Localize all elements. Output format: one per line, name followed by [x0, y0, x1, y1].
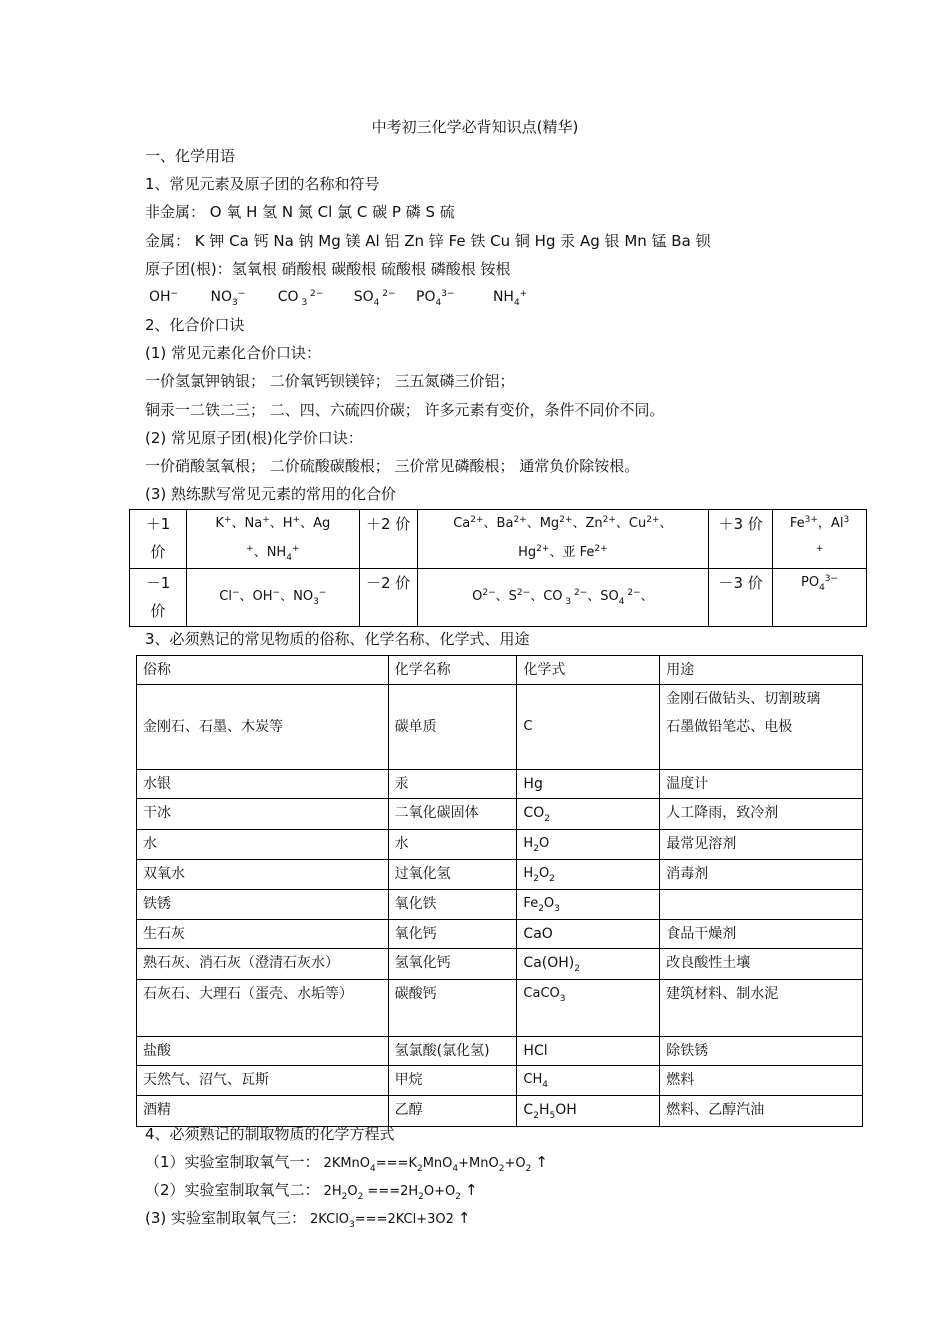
cell-use: 改良酸性土壤	[660, 949, 863, 980]
valence-rhyme-line-2: 铜汞一二铁二三； 二、四、六硫四价碳； 许多元素有变价，条件不同价不同。	[145, 401, 665, 419]
cell-formula: $CH_4$	[517, 1066, 660, 1096]
cell-formula: $H_2O$	[517, 830, 660, 860]
equation-3-label: (3) 实验室制取氧气三：	[145, 1209, 307, 1227]
cell-name: 氢氯酸(氯化氢)	[388, 1037, 517, 1066]
cell-common: 干冰	[137, 799, 389, 830]
cell-common: 酒精	[137, 1096, 389, 1127]
table-row	[137, 860, 863, 890]
equation-3-tail: ===2KCl+3O2	[354, 1212, 454, 1227]
table-row	[137, 685, 863, 770]
cell-common: 熟石灰、消石灰（澄清石灰水）	[137, 949, 389, 980]
subsection-heading-1-4: 4、必须熟记的制取物质的化学方程式	[145, 1125, 395, 1143]
cell-common: 双氧水	[137, 860, 389, 890]
cell-use	[660, 890, 863, 920]
valence-plus-1-ions: K+、Na+、H+、Ag +、$NH_4^+$	[186, 510, 359, 569]
cell-formula: CaCO$_3$	[517, 980, 660, 1037]
radical-symbols-line: OH− $NO_3^-$ CO $_3$ $^{2-}$ $SO_4$ $^{2-}$ $PO_4^{3-}$ $NH_4^+$	[149, 289, 528, 308]
table-row	[137, 1066, 863, 1096]
cell-name: 乙醇	[388, 1096, 517, 1127]
cell-formula: HCl	[517, 1037, 660, 1066]
table-row	[137, 980, 863, 1037]
cell-name: 氧化钙	[388, 920, 517, 949]
cell-formula: CaO	[517, 920, 660, 949]
valence-table-title: (3) 熟练默写常见元素的常用的化合价	[145, 485, 397, 503]
cell-name: 碳酸钙	[388, 980, 517, 1037]
radical-rhyme-title: (2) 常见原子团(根)化学价口诀：	[145, 429, 363, 447]
cell-formula: $CO_2$	[517, 799, 660, 830]
equation-1: （1）实验室制取氧气一： $2KMnO_4===K_2MnO_4+MnO_2+O_2$ ↑	[145, 1153, 548, 1174]
table-row	[137, 770, 863, 799]
table-row	[137, 949, 863, 980]
valence-rhyme-line-1: 一价氢氯钾钠银； 二价氧钙钡镁锌； 三五氮磷三价铝；	[145, 372, 515, 390]
valence-minus-2-label: －2 价	[359, 569, 417, 627]
valence-rhyme-title: (1) 常见元素化合价口诀：	[145, 344, 322, 362]
table-row	[137, 890, 863, 920]
cell-common: 水	[137, 830, 389, 860]
subsection-heading-1-3: 3、必须熟记的常见物质的俗称、化学名称、化学式、用途	[145, 630, 530, 648]
nonmetal-line: 非金属： O 氧 H 氢 N 氮 Cl 氯 C 碳 P 磷 S 硫	[145, 203, 455, 221]
cell-use: 燃料、乙醇汽油	[660, 1096, 863, 1127]
cell-use: 建筑材料、制水泥	[660, 980, 863, 1037]
subsection-heading-1-1: 1、常见元素及原子团的名称和符号	[145, 175, 380, 193]
table-row	[137, 1096, 863, 1127]
equation-2: （2）实验室制取氧气二： $2H_2O_2 ===2H_2O+O_2$ ↑	[145, 1181, 478, 1202]
cell-formula: $C_2H_5OH$	[517, 1096, 660, 1127]
cell-name: 二氧化碳固体	[388, 799, 517, 830]
substances-table	[136, 655, 863, 1127]
valence-plus-2-ions: $Ca^{2+}$、$Ba^{2+}$、$Mg^{2+}$、$Zn^{2+}$、$Cu^{2+}$、 $Hg^{2+}$、亚 $Fe^{2+}$	[417, 510, 709, 569]
cell-formula: $H_2O_2$	[517, 860, 660, 890]
valence-minus-1-label: －1 价	[130, 569, 187, 627]
cell-name: 氢氧化钙	[388, 949, 517, 980]
cell-common: 水银	[137, 770, 389, 799]
cell-common: 生石灰	[137, 920, 389, 949]
cell-use: 燃料	[660, 1066, 863, 1096]
valence-plus-1-label: ＋1 价	[130, 510, 187, 569]
valence-minus-1-ions: Cl−、OH−、$NO_3^-$	[186, 569, 359, 627]
table-row	[137, 1037, 863, 1066]
table-row	[137, 799, 863, 830]
cell-use: 除铁锈	[660, 1037, 863, 1066]
cell-name: 过氧化氢	[388, 860, 517, 890]
cell-use: 金刚石做钻头、切割玻璃 石墨做铅笔芯、电极	[660, 685, 863, 770]
cell-use: 最常见溶剂	[660, 830, 863, 860]
cell-use: 温度计	[660, 770, 863, 799]
subsection-heading-1-2: 2、化合价口诀	[145, 316, 245, 334]
cell-name: 水	[388, 830, 517, 860]
header-formula: 化学式	[517, 656, 660, 685]
valence-plus-2-label: ＋2 价	[359, 510, 417, 569]
cell-common: 天然气、沼气、瓦斯	[137, 1066, 389, 1096]
radicals-line: 原子团(根)：氢氧根 硝酸根 碳酸根 硫酸根 磷酸根 铵根	[145, 260, 511, 278]
cell-use: 消毒剂	[660, 860, 863, 890]
valence-minus-3-label: －3 价	[709, 569, 773, 627]
page-title: 中考初三化学必背知识点(精华)	[371, 118, 579, 136]
cell-name: 氧化铁	[388, 890, 517, 920]
valence-table	[129, 509, 867, 627]
cell-formula: C	[517, 685, 660, 770]
cell-formula: $Ca(OH)_2$	[517, 949, 660, 980]
table-row	[137, 830, 863, 860]
valence-minus-2-ions: $O^{2-}$、$S^{2-}$、CO $_3$ $^{2-}$、$SO_4$ $^{2-}$、	[417, 569, 709, 627]
metal-line: 金属： K 钾 Ca 钙 Na 钠 Mg 镁 Al 铝 Zn 锌 Fe 铁 Cu 铜 Hg 汞 Ag 银 Mn 锰 Ba 钡	[145, 232, 711, 250]
valence-plus-3-ions: $Fe^{3+}$，Al$^3$ +	[773, 510, 867, 569]
cell-common: 石灰石、大理石（蛋壳、水垢等）	[137, 980, 389, 1037]
cell-common: 盐酸	[137, 1037, 389, 1066]
cell-common: 铁锈	[137, 890, 389, 920]
cell-formula: Hg	[517, 770, 660, 799]
cell-common: 金刚石、石墨、木炭等	[137, 685, 389, 770]
cell-use: 食品干燥剂	[660, 920, 863, 949]
cell-use: 人工降雨，致冷剂	[660, 799, 863, 830]
header-use: 用途	[660, 656, 863, 685]
header-chemical-name: 化学名称	[388, 656, 517, 685]
cell-name: 甲烷	[388, 1066, 517, 1096]
valence-minus-3-ions: $PO_4^{3-}$	[773, 569, 867, 627]
cell-name: 碳单质	[388, 685, 517, 770]
table-row	[137, 920, 863, 949]
radical-rhyme-line: 一价硝酸氢氧根； 二价硫酸碳酸根； 三价常见磷酸根； 通常负价除铵根。	[145, 457, 640, 475]
cell-name: 汞	[388, 770, 517, 799]
equation-1-label: （1）实验室制取氧气一：	[145, 1153, 320, 1171]
equation-3: (3) 实验室制取氧气三： 2KClO$_3$===2KCl+3O2 ↑	[145, 1209, 471, 1230]
equation-2-label: （2）实验室制取氧气二：	[145, 1181, 320, 1199]
header-common-name: 俗称	[137, 656, 389, 685]
cell-formula: $Fe_2O_3$	[517, 890, 660, 920]
section-heading-1: 一、化学用语	[145, 147, 236, 165]
valence-plus-3-label: ＋3 价	[709, 510, 773, 569]
